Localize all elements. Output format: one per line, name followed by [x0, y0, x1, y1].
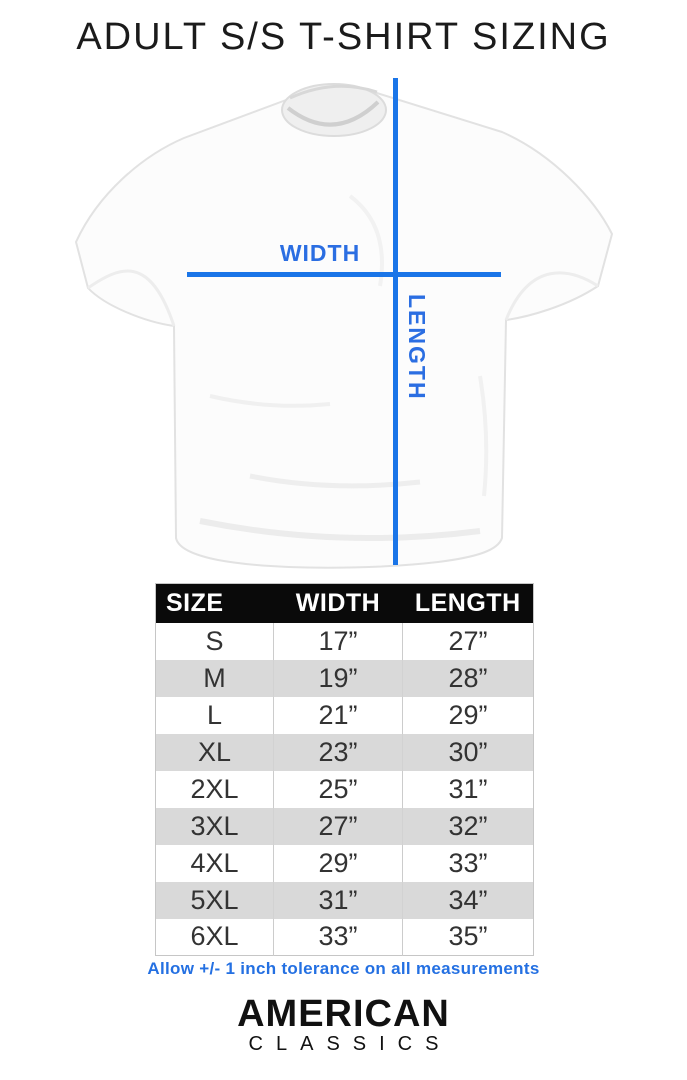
size-cell: 4XL — [156, 845, 274, 882]
brand-logo — [0, 995, 687, 1054]
header-size: SIZE — [156, 584, 274, 623]
width-measure-line — [187, 272, 501, 277]
brand-name-secondary: CLASSICS — [248, 1033, 452, 1055]
table-row — [156, 808, 534, 845]
width-label: WIDTH — [279, 240, 361, 266]
length-cell: 29” — [403, 697, 534, 734]
length-cell: 34” — [403, 882, 534, 919]
length-cell: 32” — [403, 808, 534, 845]
table-row — [156, 660, 534, 697]
page-title: ADULT S/S T-SHIRT SIZING — [76, 16, 611, 58]
table-row — [156, 882, 534, 919]
size-cell: 2XL — [156, 771, 274, 808]
size-cell: L — [156, 697, 274, 734]
size-cell: 5XL — [156, 882, 274, 919]
header-width: WIDTH — [274, 584, 403, 623]
table-row — [156, 845, 534, 882]
table-row — [156, 919, 534, 956]
width-cell: 27” — [274, 808, 403, 845]
tolerance-note: Allow +/- 1 inch tolerance on all measurements — [147, 959, 540, 978]
length-cell: 30” — [403, 734, 534, 771]
width-cell: 29” — [274, 845, 403, 882]
length-cell: 35” — [403, 919, 534, 956]
length-cell: 31” — [403, 771, 534, 808]
length-cell: 33” — [403, 845, 534, 882]
length-label: LENGTH — [404, 294, 430, 401]
size-cell: 6XL — [156, 919, 274, 956]
table-row — [156, 697, 534, 734]
size-cell: S — [156, 623, 274, 660]
header-length: LENGTH — [403, 584, 534, 623]
length-cell: 27” — [403, 623, 534, 660]
width-cell: 33” — [274, 919, 403, 956]
width-cell: 25” — [274, 771, 403, 808]
brand-name-primary: AMERICAN — [237, 993, 450, 1035]
width-cell: 17” — [274, 623, 403, 660]
length-measure-line — [393, 78, 398, 565]
table-row — [156, 771, 534, 808]
length-cell: 28” — [403, 660, 534, 697]
table-header-row — [156, 584, 534, 623]
tshirt-illustration — [50, 76, 637, 576]
size-cell: M — [156, 660, 274, 697]
width-cell: 31” — [274, 882, 403, 919]
table-row — [156, 623, 534, 660]
width-cell: 23” — [274, 734, 403, 771]
tshirt-graphic — [50, 76, 637, 576]
width-cell: 19” — [274, 660, 403, 697]
width-cell: 21” — [274, 697, 403, 734]
size-table — [155, 583, 534, 956]
table-row — [156, 734, 534, 771]
size-cell: 3XL — [156, 808, 274, 845]
size-cell: XL — [156, 734, 274, 771]
